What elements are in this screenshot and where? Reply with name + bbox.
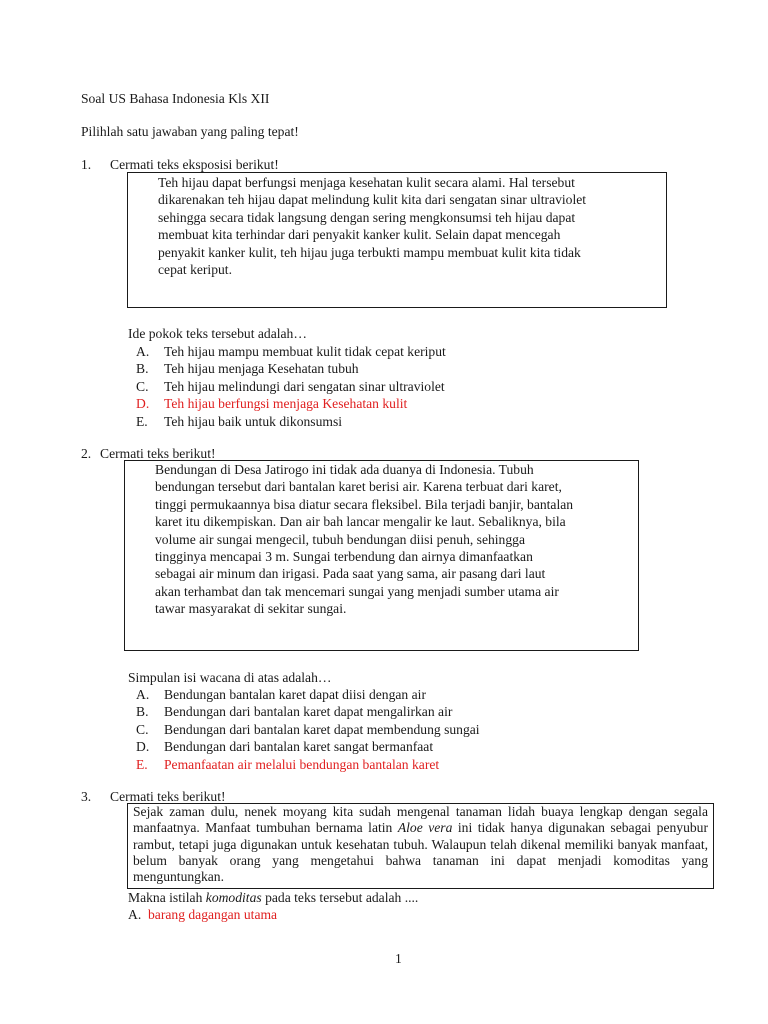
option-letter: D. — [136, 739, 150, 755]
q2-question: Simpulan isi wacana di atas adalah… — [128, 670, 332, 685]
q3-passage-text: ini tidak hanya digunakan sebagai penyubur rambut, tetapi juga digunakan untuk kesehatan tubuh. Walaupun telah dikenal memiliki banyak manfaat, belum banyak orang yang mengetahui bahwa tanaman ini dapat menjadi komoditas yang menguntungkan. — [133, 820, 709, 885]
q1-passage-line: dikarenakan teh hijau dapat melindung kulit kita dari sengatan sinar ultraviolet — [158, 192, 587, 208]
q2-passage-line: bendungan tersebut dari bantalan karet berisi air. Karena terbuat dari karet, — [155, 479, 562, 495]
option-letter: B. — [136, 361, 149, 377]
q2-passage-line: tingginya mencapai 3 m. Sungai terbendung dan airnya dimanfaatkan — [155, 549, 533, 564]
q3-question-italic-term: komoditas — [205, 890, 262, 905]
q1-passage-line: penyakit kanker kulit, teh hijau juga terbukti mampu membuat kulit kita tidak — [158, 244, 581, 260]
option-letter: A. — [136, 687, 150, 702]
option-letter: E. — [136, 413, 148, 429]
q1-option-a[interactable] — [136, 343, 446, 360]
option-text: Pemanfaatan air melalui bendungan bantalan karet — [164, 756, 440, 772]
q3-question-text: pada teks tersebut adalah .... — [261, 890, 419, 905]
document-title: Soal US Bahasa Indonesia Kls XII — [81, 91, 270, 106]
option-text: Bendungan dari bantalan karet dapat mengalirkan air — [164, 704, 453, 720]
option-text: Bendungan dari bantalan karet dapat membendung sungai — [164, 721, 480, 737]
option-text: Teh hijau menjaga Kesehatan tubuh — [164, 361, 359, 377]
q1-option-b[interactable] — [136, 360, 359, 377]
q1-passage-line: membuat kita terhindar dari penyakit kanker kulit. Selain dapat mencegah — [158, 227, 561, 243]
q3-option-a[interactable] — [128, 906, 277, 923]
q2-option-e-answer[interactable] — [136, 756, 439, 773]
q2-passage-line: tinggi permukaannya bisa diatur secara fleksibel. Bila terjadi banjir, bantalan — [155, 496, 574, 512]
page-number: 1 — [395, 951, 402, 966]
q1-question: Ide pokok teks tersebut adalah… — [128, 326, 307, 341]
option-letter: D. — [136, 396, 150, 412]
q3-passage-italic-term: Aloe vera — [397, 820, 453, 836]
q2-option-b[interactable] — [136, 703, 452, 720]
q1-passage-line: sehingga secara tidak langsung dengan sering mengkonsumsi teh hijau dapat — [158, 209, 576, 225]
q2-passage-line: volume air sungai mengecil, tubuh bendungan diisi penuh, sehingga — [155, 531, 525, 547]
q2-option-a[interactable] — [136, 686, 426, 703]
q1-option-d-answer[interactable] — [136, 395, 407, 412]
q2-option-d[interactable] — [136, 738, 433, 755]
option-text: Teh hijau mampu membuat kulit tidak cepat keriput — [164, 344, 446, 359]
option-text: Bendungan dari bantalan karet sangat bermanfaat — [164, 739, 434, 755]
q3-prompt: Cermati teks berikut! — [110, 789, 226, 804]
q3-passage-text: Sejak zaman dulu, nenek moyang kita sudah mengenal tanaman lidah buaya lengkap dengan segala manfaatnya. Manfaat tumbuhan bernama latin — [133, 804, 708, 836]
q3-question — [128, 889, 418, 906]
option-letter: C. — [136, 721, 149, 737]
instruction-text: Pilihlah satu jawaban yang paling tepat! — [81, 124, 299, 139]
q3-question-text: Makna istilah — [128, 890, 206, 905]
q2-prompt: Cermati teks berikut! — [100, 446, 216, 461]
option-text: Bendungan bantalan karet dapat diisi dengan air — [164, 687, 426, 702]
q3-passage — [133, 804, 708, 885]
q1-passage-line: Teh hijau dapat berfungsi menjaga kesehatan kulit secara alami. Hal tersebut — [158, 175, 575, 190]
option-text: Teh hijau berfungsi menjaga Kesehatan kulit — [164, 396, 408, 412]
option-text: Teh hijau baik untuk dikonsumsi — [164, 413, 343, 429]
q2-number: 2. — [81, 446, 92, 461]
option-letter: A. — [128, 907, 142, 922]
option-text: Teh hijau melindungi dari sengatan sinar ultraviolet — [164, 378, 445, 394]
option-letter: A. — [136, 344, 150, 359]
option-letter: C. — [136, 378, 149, 394]
q1-prompt: Cermati teks eksposisi berikut! — [110, 157, 279, 172]
q1-option-c[interactable] — [136, 378, 445, 395]
q2-passage-line: karet itu dikempiskan. Dan air bah lancar mengalir ke laut. Sebaliknya, bila — [155, 514, 566, 530]
q2-passage-line: sebagai air minum dan irigasi. Pada saat yang sama, air pasang dari laut — [155, 566, 546, 582]
q2-option-c[interactable] — [136, 721, 480, 738]
option-text: barang dagangan utama — [148, 907, 278, 922]
q1-passage-line: cepat keriput. — [158, 262, 232, 277]
q3-number: 3. — [81, 789, 92, 804]
option-letter: B. — [136, 704, 149, 720]
option-letter: E. — [136, 756, 148, 772]
q1-option-e[interactable] — [136, 413, 342, 430]
q2-passage-line: akan terhambat dan tak mencemari sungai yang menjadi sumber utama air — [155, 583, 559, 599]
q1-number: 1. — [81, 157, 92, 172]
q2-passage-line: tawar masyarakat di sekitar sungai. — [155, 601, 347, 617]
q2-passage-line: Bendungan di Desa Jatirogo ini tidak ada duanya di Indonesia. Tubuh — [155, 462, 534, 477]
